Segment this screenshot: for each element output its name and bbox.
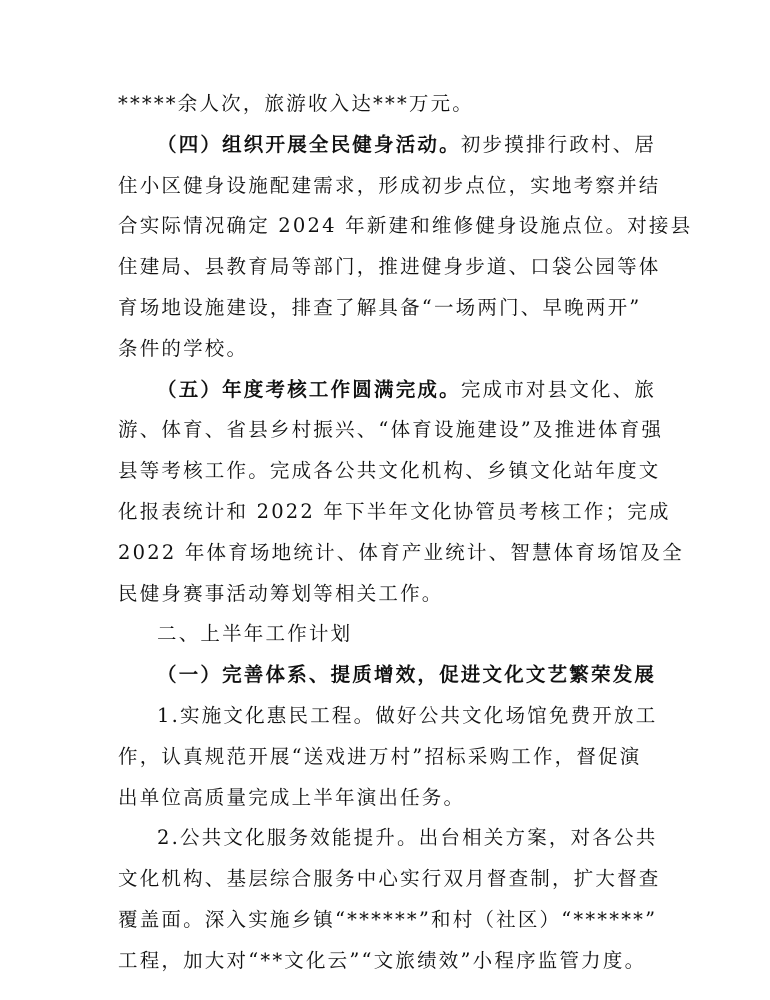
text-line: 2.公共文化服务效能提升。出台相关方案，对各公共 <box>157 826 658 850</box>
text-line: 民健身赛事活动筹划等相关工作。 <box>118 581 444 605</box>
text-line: *****余人次，旅游收入达***万元。 <box>118 92 475 115</box>
text-line: 游、体育、省县乡村振兴、“体育设施建设”及推进体育强 <box>118 418 664 442</box>
text-line: 住建局、县教育局等部门，推进健身步道、口袋公园等体 <box>118 255 661 279</box>
text-line: 文化机构、基层综合服务中心实行双月督查制，扩大督查 <box>118 867 661 891</box>
subsection-heading: （一）完善体系、提质增效，促进文化文艺繁荣发展 <box>157 663 657 687</box>
text-line <box>118 370 657 411</box>
text-line: 县等考核工作。完成各公共文化机构、乡镇文化站年度文 <box>118 459 661 483</box>
text-line: 育场地设施建设，排查了解具备“一场两门、早晚两开” <box>118 295 642 319</box>
section-heading: （四）组织开展全民健身活动。 <box>157 132 461 156</box>
text-line <box>118 125 657 166</box>
section-heading: （五）年度考核工作圆满完成。 <box>157 377 461 401</box>
text-line: 作，认真规范开展“送戏进万村”招标采购工作，督促演 <box>118 744 642 768</box>
text-line: 合实际情况确定 2024 年新建和维修健身设施点位。对接县 <box>118 214 693 238</box>
section-title: 二、上半年工作计划 <box>157 622 353 646</box>
body-text: 初步摸排行政村、居 <box>460 132 657 156</box>
text-line: 1.实施文化惠民工程。做好公共文化场馆免费开放工 <box>157 703 658 727</box>
text-line: 住小区健身设施配建需求，形成初步点位，实地考察并结 <box>118 173 661 197</box>
text-line: 化报表统计和 2022 年下半年文化协管员考核工作；完成 <box>118 499 671 523</box>
text-line: 条件的学校。 <box>118 336 249 360</box>
text-line: 覆盖面。深入实施乡镇“******”和村（社区）“******” <box>118 907 658 931</box>
text-line: 出单位高质量完成上半年演出任务。 <box>118 785 466 809</box>
text-line: 2022 年体育场地统计、体育产业统计、智慧体育场馆及全 <box>118 540 684 564</box>
document-body <box>118 84 693 982</box>
text-line: 工程，加大对“**文化云”“文旅绩效”小程序监管力度。 <box>118 948 647 972</box>
body-text: 完成市对县文化、旅 <box>460 377 657 401</box>
